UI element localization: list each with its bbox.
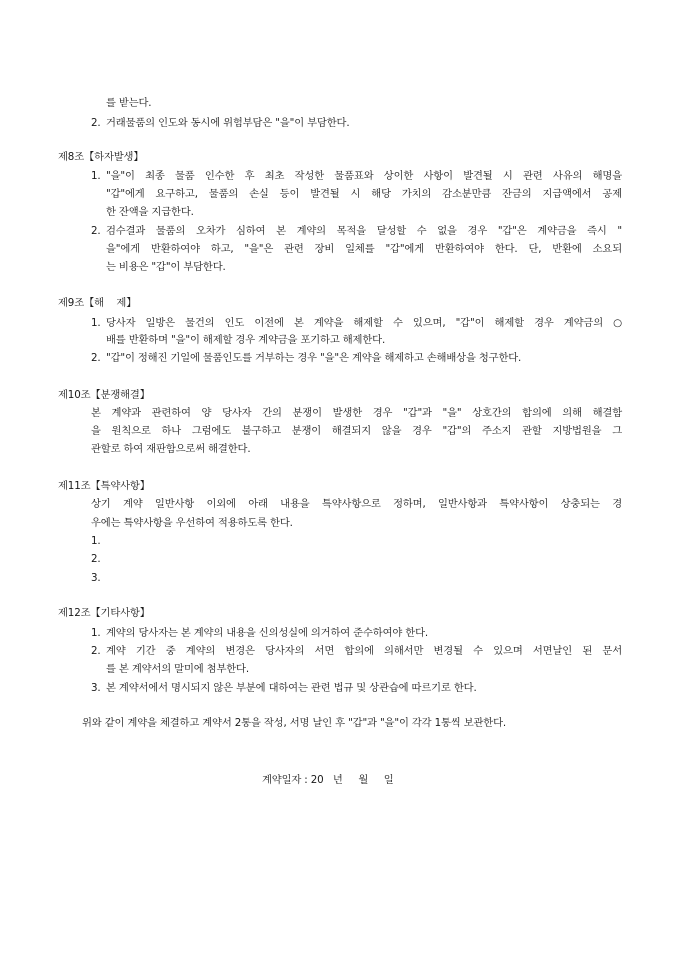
prev-item2-number: 2.	[91, 117, 101, 129]
article-8-item1-line1: "을"이 최종 물품 인수한 후 최초 작성한 물품표와 상이한 사항이 발견될 시 관련 사유의 해명을	[106, 170, 622, 182]
article-9-item1-line1: 당사자 일방은 물건의 인도 이전에 본 계약을 해제할 수 있으며, "갑"이 해제할 경우 계약금의 ○	[106, 317, 622, 329]
prev-item1-continuation: 를 받는다.	[106, 97, 152, 109]
article-8-item2-number: 2.	[91, 225, 101, 237]
article-11-title: 제11조【특약사항】	[58, 480, 150, 492]
article-10-line2: 을 원칙으로 하나 그럼에도 불구하고 분쟁이 해결되지 않을 경우 "갑"의 주소지 관할 지방법원을 그	[91, 425, 622, 437]
article-12-item2-line2: 를 본 계약서의 말미에 첨부한다.	[106, 663, 249, 675]
article-11-blank-item1: 1.	[91, 535, 101, 547]
article-10-title: 제10조【분쟁해결】	[58, 389, 150, 401]
article-12-item2-number: 2.	[91, 645, 101, 657]
article-8-item2-line1: 검수결과 물품의 오차가 심하여 본 계약의 목적을 달성할 수 없을 경우 "갑"은 계약금을 즉시 "	[106, 225, 622, 237]
article-8-item2-line3: 는 비용은 "갑"이 부담한다.	[106, 261, 226, 273]
article-9-title: 제9조【해 제】	[58, 297, 137, 309]
article-10-line1: 본 계약과 관련하여 양 당사자 간의 분쟁이 발생한 경우 "갑"과 "을" 상호간의 합의에 의해 해결함	[91, 407, 622, 419]
article-8-item1-number: 1.	[91, 170, 101, 182]
closing-statement: 위와 같이 계약을 체결하고 계약서 2통을 작성, 서명 날인 후 "갑"과 "을"이 각각 1통씩 보관한다.	[82, 717, 507, 729]
article-10-line3: 관할로 하여 재판함으로써 해결한다.	[91, 443, 251, 455]
article-8-item1-line3: 한 잔액을 지급한다.	[106, 206, 194, 218]
prev-item2-text: 거래물품의 인도와 동시에 위험부담은 "을"이 부담한다.	[106, 117, 350, 129]
article-11-blank-item3: 3.	[91, 572, 101, 584]
article-9-item2-line1: "갑"이 정해진 기일에 물품인도를 거부하는 경우 "을"은 계약을 해제하고 손해배상을 청구한다.	[106, 352, 522, 364]
article-12-item1-line1: 계약의 당사자는 본 계약의 내용을 신의성실에 의거하여 준수하여야 한다.	[106, 627, 429, 639]
article-12-item3-line1: 본 계약서에서 명시되지 않은 부분에 대하여는 관련 법규 및 상관습에 따르기로 한다.	[106, 682, 477, 694]
article-8-title: 제8조【하자발생】	[58, 151, 144, 163]
article-9-item1-line2: 배를 반환하며 "을"이 해제할 경우 계약금을 포기하고 해제한다.	[106, 334, 386, 346]
article-11-blank-item2: 2.	[91, 553, 101, 565]
article-8-item1-line2: "갑"에게 요구하고, 물품의 손실 등이 발견될 시 해당 가치의 감소분만큼 잔금의 지급액에서 공제	[106, 188, 622, 200]
article-9-item1-number: 1.	[91, 317, 101, 329]
article-12-item3-number: 3.	[91, 682, 101, 694]
article-8-item2-line2: 을"에게 반환하여야 하고, "을"은 관련 장비 일체를 "갑"에게 반환하여야 한다. 단, 반환에 소요되	[106, 243, 622, 255]
article-11-line2: 우에는 특약사항을 우선하여 적용하도록 한다.	[91, 517, 293, 529]
article-12-title: 제12조【기타사항】	[58, 607, 150, 619]
article-12-item1-number: 1.	[91, 627, 101, 639]
article-11-line1: 상기 계약 일반사항 이외에 아래 내용을 특약사항으로 정하며, 일반사항과 특약사항이 상충되는 경	[91, 498, 622, 510]
article-12-item2-line1: 계약 기간 중 계약의 변경은 당사자의 서면 합의에 의해서만 변경될 수 있으며 서면날인 된 문서	[106, 645, 622, 657]
contract-date-line: 계약일자 : 20 년 월 일	[262, 774, 394, 786]
article-9-item2-number: 2.	[91, 352, 101, 364]
